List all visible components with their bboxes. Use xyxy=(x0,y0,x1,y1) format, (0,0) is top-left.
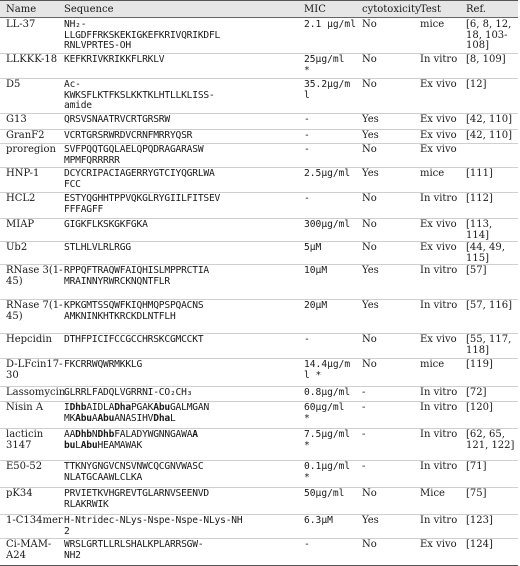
cell-ref: [6, 8, 12, 18, 103- 108] xyxy=(466,19,512,51)
cell-cytotoxicity: No xyxy=(362,359,377,370)
cell-mic: - xyxy=(304,334,310,345)
cell-mic: - xyxy=(304,144,310,155)
cell-sequence: KPKGMTSSQWFKIQHMQPSPQACNS AMKNINKHTKRCKDLNTFLH xyxy=(64,300,204,322)
table-row xyxy=(0,299,518,333)
cell-sequence: TTKNYGNGVCNSVNWCQCGNVWASC NLATGCAAWLCLKA xyxy=(64,461,204,483)
cell-test: mice xyxy=(420,359,445,370)
cell-ref: [72] xyxy=(466,387,487,398)
cell-ref: [42, 110] xyxy=(466,130,512,141)
cell-ref: [75] xyxy=(466,488,487,499)
cell-ref: [124] xyxy=(466,539,493,550)
table-row xyxy=(0,514,518,538)
table-row xyxy=(0,129,518,143)
header-sequence: Sequence xyxy=(64,4,114,15)
cell-cytotoxicity: No xyxy=(362,193,377,204)
table-row xyxy=(0,53,518,78)
cell-sequence: RPPQFTRAQWFAIQHISLMPPRCTIA MRAINNYRWRCKNQNTFLR xyxy=(64,265,209,287)
cell-test: In vitro xyxy=(420,515,458,526)
cell-mic: 0.8μg/ml xyxy=(304,387,351,398)
cell-name: MIAP xyxy=(6,219,35,230)
cell-ref: [111] xyxy=(466,168,493,179)
cell-name: HCL2 xyxy=(6,193,36,204)
cell-name: Ci-MAM- A24 xyxy=(6,539,52,561)
cell-name: Lassomycin xyxy=(6,387,66,398)
cell-sequence: VCRTGRSRWRDVCRNFMRRYQSR xyxy=(64,130,193,141)
table-row xyxy=(0,401,518,428)
cell-mic: - xyxy=(304,193,310,204)
cell-cytotoxicity: No xyxy=(362,54,377,65)
table-row xyxy=(0,487,518,514)
cell-name: D-LFcin17- 30 xyxy=(6,359,63,381)
cell-sequence: QRSVSNAATRVCRTGRSRW xyxy=(64,114,170,125)
cell-test: Ex vivo xyxy=(420,144,457,155)
cell-mic: 5μM xyxy=(304,242,322,253)
cell-mic: - xyxy=(304,130,310,141)
cell-mic: 35.2μg/m l xyxy=(304,79,351,101)
cell-name: lacticin 3147 xyxy=(6,429,44,451)
table-row xyxy=(0,18,518,53)
cell-test: Ex vivo xyxy=(420,539,457,550)
table-row xyxy=(0,78,518,113)
table-row xyxy=(0,143,518,167)
cell-name: RNase 3(1- 45) xyxy=(6,265,63,287)
cell-test: In vitro xyxy=(420,429,458,440)
cell-ref: [44, 49, 115] xyxy=(466,242,505,264)
cell-mic: 20μM xyxy=(304,300,328,311)
table-header xyxy=(0,1,518,18)
cell-sequence: PRVIETKVHGREVTGLARNVSEENVD RLAKRWIK xyxy=(64,488,209,510)
cell-test: Mice xyxy=(420,488,445,499)
table-row xyxy=(0,218,518,241)
table-row xyxy=(0,264,518,299)
header-cytotoxicity: cytotoxicity xyxy=(362,4,421,15)
cell-ref: [62, 65, 121, 122] xyxy=(466,429,515,451)
cell-cytotoxicity: Yes xyxy=(362,130,379,141)
cell-sequence: KEFKRIVKRIKKFLRKLV xyxy=(64,54,165,65)
cell-test: Ex vivo xyxy=(420,79,457,90)
cell-ref: [12] xyxy=(466,79,487,90)
cell-mic: 10μM xyxy=(304,265,328,276)
table-row xyxy=(0,428,518,460)
cell-test: Ex vivo xyxy=(420,334,457,345)
cell-test: Ex vivo xyxy=(420,130,457,141)
cell-mic: 14.4μg/m l * xyxy=(304,359,351,381)
cell-sequence: GLRRLFADQLVGRRNI-CO₂CH₃ xyxy=(64,387,193,398)
cell-cytotoxicity: Yes xyxy=(362,265,379,276)
cell-test: mice xyxy=(420,168,445,179)
cell-ref: [55, 117, 118] xyxy=(466,334,512,356)
cell-sequence: ESTYQGHHTPPVQKGLRYGIILFITSEV FFFAGFF xyxy=(64,193,221,215)
cell-cytotoxicity: Yes xyxy=(362,168,379,179)
cell-sequence: DTHFPICIFCCGCCHRSKCGMCCKT xyxy=(64,334,204,345)
cell-name: Nisin A xyxy=(6,402,44,413)
cell-sequence: NH₂- LLGDFFRKSKEKIGKEFKRIVQRIKDFL RNLVPRTES-OH xyxy=(64,19,221,51)
header-ref: Ref. xyxy=(466,4,486,15)
cell-cytotoxicity: No xyxy=(362,19,377,30)
table-row xyxy=(0,113,518,129)
cell-name: Hepcidin xyxy=(6,334,52,345)
table-row xyxy=(0,386,518,401)
cell-ref: [113, 114] xyxy=(466,219,493,241)
table-row xyxy=(0,333,518,358)
cell-cytotoxicity: No xyxy=(362,539,377,550)
cell-mic: 50μg/ml xyxy=(304,488,345,499)
cell-mic: 6.3μM xyxy=(304,515,333,526)
cell-cytotoxicity: - xyxy=(362,387,366,398)
cell-name: HNP-1 xyxy=(6,168,40,179)
cell-cytotoxicity: - xyxy=(362,402,366,413)
cell-name: 1-C134mer xyxy=(6,515,63,526)
cell-test: Ex vivo xyxy=(420,114,457,125)
cell-name: proregion xyxy=(6,144,56,155)
cell-sequence: STLHLVLRLRGG xyxy=(64,242,131,253)
cell-cytotoxicity: Yes xyxy=(362,114,379,125)
table-row xyxy=(0,192,518,218)
cell-ref: [120] xyxy=(466,402,493,413)
cell-cytotoxicity: No xyxy=(362,242,377,253)
cell-test: Ex vivo xyxy=(420,242,457,253)
cell-mic: - xyxy=(304,114,310,125)
cell-sequence: GIGKFLKSKGKFGKA xyxy=(64,219,148,230)
cell-test: mice xyxy=(420,19,445,30)
cell-cytotoxicity: - xyxy=(362,461,366,472)
cell-test: In vitro xyxy=(420,265,458,276)
cell-mic: 2.1 μg/ml xyxy=(304,19,356,30)
cell-name: LLKKK-18 xyxy=(6,54,58,65)
header-test: Test xyxy=(420,4,441,15)
cell-test: Ex vivo xyxy=(420,219,457,230)
table-row xyxy=(0,358,518,386)
cell-mic: 0.1μg/ml * xyxy=(304,461,351,483)
cell-sequence: DCYCRIPACIAGERRYGTCIYQGRLWA FCC xyxy=(64,168,215,190)
cell-ref: [71] xyxy=(466,461,487,472)
cell-test: In vitro xyxy=(420,461,458,472)
cell-ref: [8, 109] xyxy=(466,54,506,65)
table-row xyxy=(0,460,518,487)
header-mic: MIC xyxy=(304,4,326,15)
cell-name: D5 xyxy=(6,79,21,90)
cell-name: GranF2 xyxy=(6,130,45,141)
table-row xyxy=(0,241,518,264)
cell-test: In vitro xyxy=(420,402,458,413)
cell-mic: 25μg/ml * xyxy=(304,54,345,76)
cell-sequence: Ac- KWKSFLKTFKSLKKTKLHTLLKLISS- amide xyxy=(64,79,215,111)
cell-ref: [112] xyxy=(466,193,493,204)
cell-name: Ub2 xyxy=(6,242,28,253)
cell-test: In vitro xyxy=(420,300,458,311)
cell-cytotoxicity: No xyxy=(362,488,377,499)
cell-mic: 300μg/ml xyxy=(304,219,351,230)
cell-test: In vitro xyxy=(420,193,458,204)
cell-cytotoxicity: - xyxy=(362,429,366,440)
table-row xyxy=(0,167,518,192)
cell-test: In vitro xyxy=(420,387,458,398)
cell-sequence: SVFPQQTGQLAELQPQDRAGARASW MPMFQRRRRR xyxy=(64,144,204,166)
cell-mic: - xyxy=(304,539,310,550)
cell-sequence: FKCRRWQWRMKKLG xyxy=(64,359,143,370)
cell-cytotoxicity: No xyxy=(362,79,377,90)
cell-name: pK34 xyxy=(6,488,33,499)
cell-ref: [57] xyxy=(466,265,487,276)
cell-ref: [57, 116] xyxy=(466,300,512,311)
cell-name: RNase 7(1- 45) xyxy=(6,300,63,322)
cell-name: G13 xyxy=(6,114,27,125)
cell-sequence: H-Ntridec-NLys-Nspe-Nspe-NLys-NH 2 xyxy=(64,515,243,537)
cell-ref: [123] xyxy=(466,515,493,526)
cell-sequence: IDhbAIDLADhaPGAKAbuGALMGAN MKAbuAAbuANASIHVDhaL xyxy=(64,402,210,424)
cell-test: In vitro xyxy=(420,54,458,65)
cell-ref: [119] xyxy=(466,359,493,370)
cell-sequence: AADhbNDhbFALADYWGNNGAWAA buLAbuHEAMAWAK xyxy=(64,429,198,451)
cell-cytotoxicity: Yes xyxy=(362,515,379,526)
cell-cytotoxicity: Yes xyxy=(362,300,379,311)
cell-name: LL-37 xyxy=(6,19,36,30)
cell-mic: 2.5μg/ml xyxy=(304,168,351,179)
cell-cytotoxicity: No xyxy=(362,219,377,230)
cell-cytotoxicity: No xyxy=(362,144,377,155)
cell-name: E50-52 xyxy=(6,461,43,472)
cell-sequence: WRSLGRTLLRLSHALKPLARRSGW- NH2 xyxy=(64,539,204,561)
cell-cytotoxicity: No xyxy=(362,334,377,345)
cell-ref: [42, 110] xyxy=(466,114,512,125)
table-row xyxy=(0,538,518,565)
cell-mic: 60μg/ml * xyxy=(304,402,345,424)
header-name: Name xyxy=(6,4,37,15)
cell-mic: 7.5μg/ml * xyxy=(304,429,351,451)
